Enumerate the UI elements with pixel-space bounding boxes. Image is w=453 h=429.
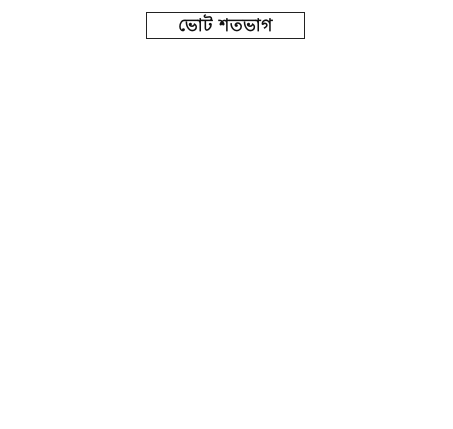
clipped-previous-line — [4, 0, 449, 8]
article-body — [4, 42, 449, 426]
headline-box — [146, 12, 305, 39]
headline: ভোট শতভাগ — [178, 15, 273, 36]
